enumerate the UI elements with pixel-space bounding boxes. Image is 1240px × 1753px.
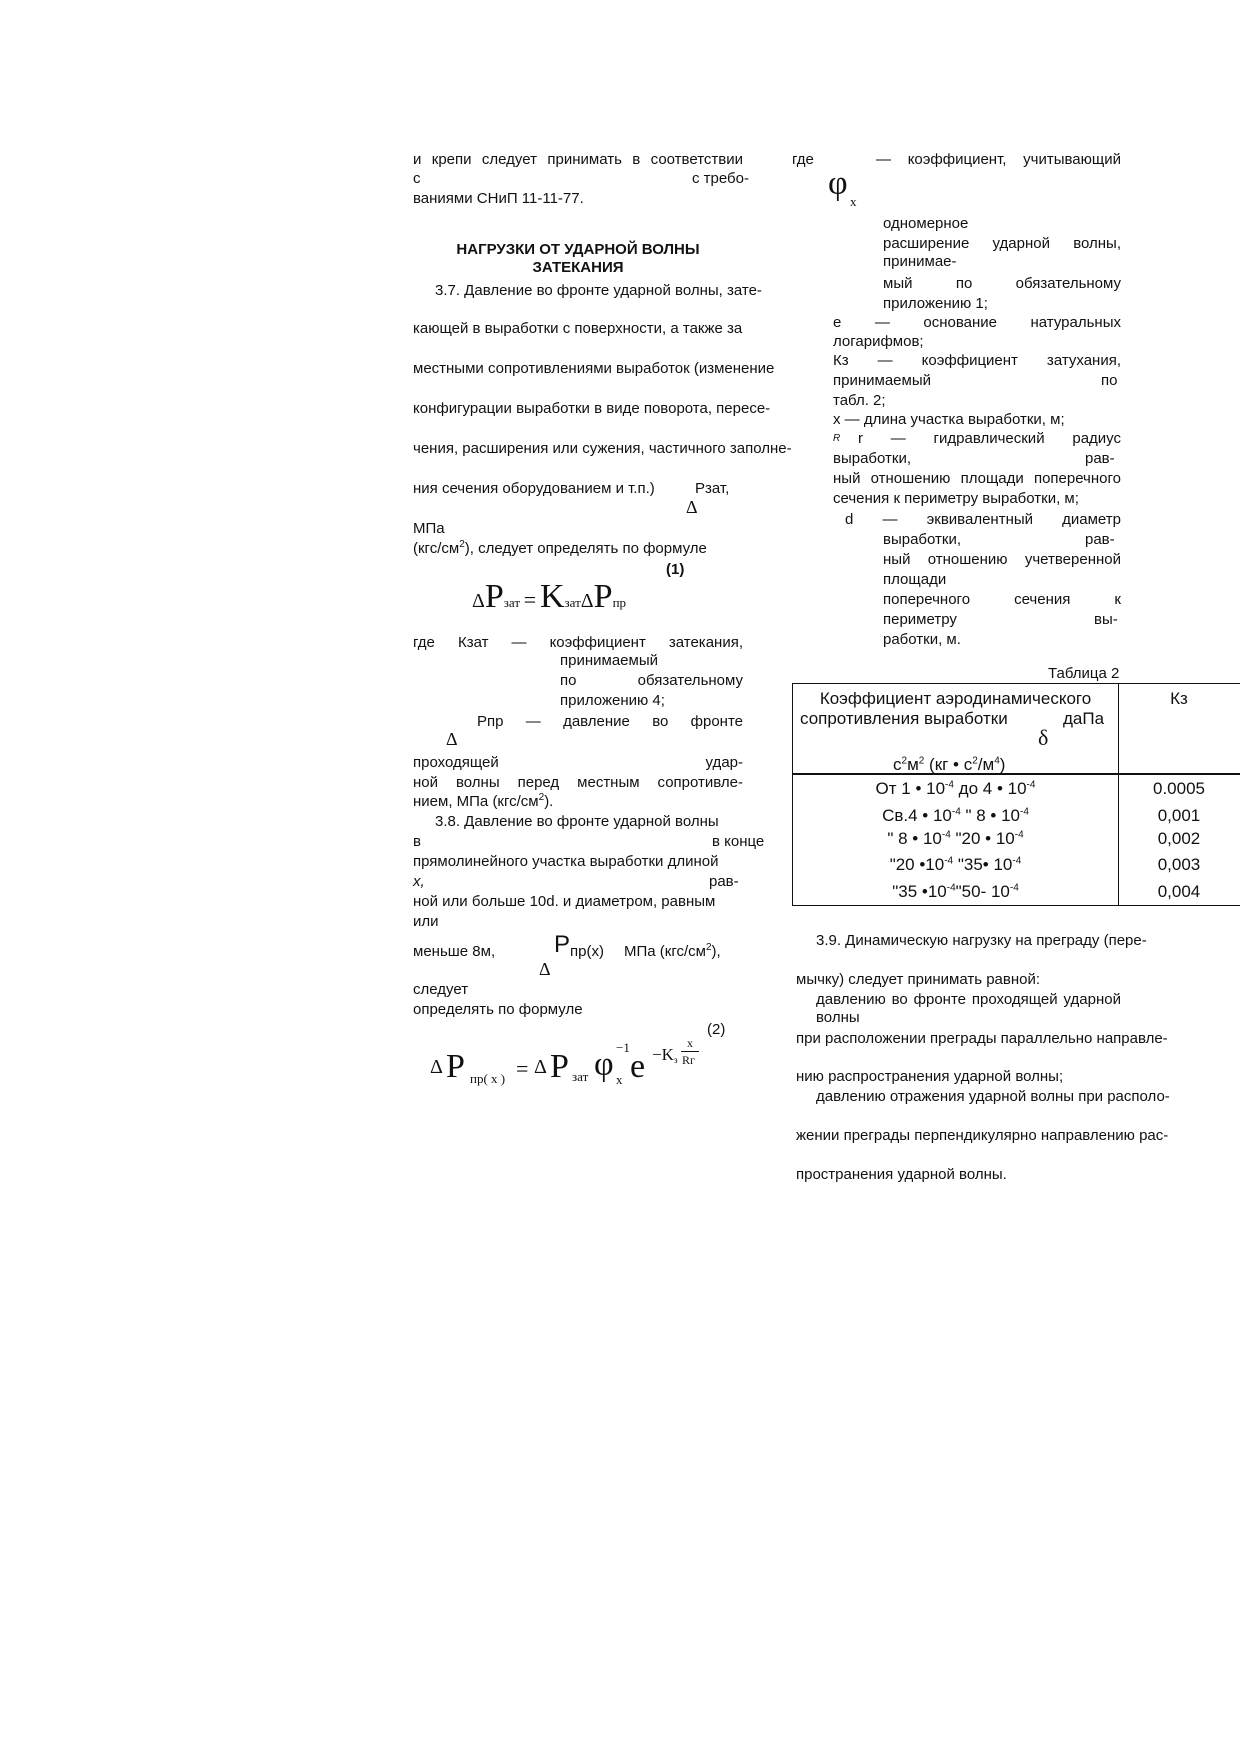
formula-1: ΔPзат = KзатΔPпр bbox=[472, 578, 627, 615]
phi-sub: x bbox=[850, 194, 857, 209]
formula1-number: (1) bbox=[666, 561, 685, 578]
kz-def-2a: принимаемый bbox=[833, 372, 931, 389]
p39-line-1: 3.9. Динамическую нагрузку на преграду (пере- bbox=[816, 932, 1147, 949]
table-header-1: Коэффициент аэродинамического bbox=[819, 689, 1092, 708]
intro-line-3: ваниями СНиП 11-11-77. bbox=[413, 190, 584, 207]
p38-prx-P: P bbox=[554, 931, 571, 958]
r-def-3: ный отношению площади поперечного bbox=[833, 470, 1121, 487]
r-def-2b: рав- bbox=[1085, 450, 1115, 467]
e-def-2: логарифмов; bbox=[833, 333, 924, 350]
d-def-4: площади bbox=[883, 571, 947, 588]
x-def: х — длина участка выработки, м; bbox=[833, 411, 1065, 428]
p38-line-7a: меньше 8м, bbox=[413, 943, 496, 960]
table-header-unit: $с^2м^2$ (кг • $с^2/м^4$) bbox=[893, 755, 1006, 774]
d-def-3: ный отношению учетверенной bbox=[883, 551, 1121, 568]
d-def-2b: рав- bbox=[1085, 531, 1115, 548]
def1-line-2: принимаемый bbox=[560, 652, 658, 669]
phi-symbol: φ bbox=[828, 165, 848, 202]
p37-rzat: Рзат, bbox=[695, 480, 730, 497]
p38-line-2b: в конце bbox=[712, 833, 765, 850]
table-row-4-kz: 0,003 bbox=[1157, 855, 1201, 874]
table-row-3-kz: 0,002 bbox=[1157, 829, 1201, 848]
p39-line-2: мычку) следует принимать равной: bbox=[796, 971, 1041, 988]
d-def-5: поперечного сечения к bbox=[883, 591, 1121, 608]
where-label: где bbox=[792, 151, 814, 168]
table-header-kz: Кз bbox=[1170, 689, 1188, 708]
table-row-2-kz: 0,001 bbox=[1157, 806, 1201, 825]
intro-line-2b: с требо- bbox=[692, 170, 749, 187]
p39-line-3: давлению во фронте проходящей ударной волны bbox=[816, 991, 1121, 1026]
p39-line-5: нию распространения ударной волны; bbox=[796, 1068, 1064, 1085]
p38-line-4a: х, bbox=[413, 873, 425, 890]
p39-line-8: пространения ударной волны. bbox=[796, 1166, 1007, 1183]
table-row-2-range: Св.4 • $10^{-4}$ " 8 • $10^{-4}$ bbox=[882, 806, 1029, 825]
fraction-bar bbox=[681, 1051, 699, 1052]
intro-line-2a: с bbox=[413, 170, 421, 187]
r-def-1: r — гидравлический радиус bbox=[858, 430, 1121, 447]
section-heading-2: ЗАТЕКАНИЯ bbox=[532, 259, 624, 276]
p38-line-6: или bbox=[413, 913, 439, 930]
def1-line-6: проходящей удар- bbox=[413, 754, 743, 771]
def1-line-3: по обязательному bbox=[560, 672, 743, 689]
delta-symbol-2: Δ bbox=[446, 729, 458, 749]
p38-prx-sub: пр(х) bbox=[570, 943, 604, 960]
kz-def-2b: по bbox=[1101, 372, 1118, 389]
p37-line-2: кающей в выработки с поверхности, а также за bbox=[413, 320, 743, 337]
table-header-2: сопротивления выработки bbox=[800, 709, 1008, 728]
phi-def-4: приложению 1; bbox=[883, 295, 988, 312]
def1-line-5: Рпр — давление во фронте bbox=[477, 713, 743, 730]
table-row-5-range: "35 $•10^{-4}"50-$ $10^{-4}$ bbox=[892, 882, 1019, 901]
p38-line-1: 3.8. Давление во фронте ударной волны bbox=[435, 813, 719, 830]
p37-line-last: $(кгс/см^2)$, следует определять по формуле bbox=[413, 539, 707, 557]
phi-def-2: расширение ударной волны, принимае- bbox=[883, 235, 1121, 270]
d-def-7: работки, м. bbox=[883, 631, 961, 648]
p39-line-4: при расположении преграды параллельно направле- bbox=[796, 1030, 1168, 1047]
table-row-1-kz: 0.0005 bbox=[1153, 779, 1205, 798]
d-def-6b: вы- bbox=[1094, 611, 1118, 628]
table-row-4-range: "20 $•10^{-4}$ "35• $10^{-4}$ bbox=[889, 855, 1022, 874]
p38-line-2a: в bbox=[413, 833, 421, 850]
phi-def-3: мый по обязательному bbox=[883, 275, 1121, 292]
intro-line-1: и крепи следует принимать в соответствии bbox=[413, 151, 743, 168]
delta-symbol-3: Δ bbox=[539, 959, 551, 979]
r-small: R bbox=[833, 433, 841, 444]
p38-line-5: ной или больше 10d. и диаметром, равным bbox=[413, 893, 716, 910]
table-row-5-kz: 0,004 bbox=[1157, 882, 1201, 901]
p37-line-6: ния сечения оборудованием и т.п.) bbox=[413, 480, 655, 497]
delta-symbol: Δ bbox=[686, 497, 698, 517]
phi-def-head: — коэффициент, учитывающий bbox=[876, 151, 1121, 168]
p37-line-5: чения, расширения или сужения, частичного заполне- bbox=[413, 440, 792, 457]
def1-line-1: где Кзат — коэффициент затекания, bbox=[413, 634, 743, 651]
p37-mpa: МПа bbox=[413, 520, 445, 537]
p38-line-3: прямолинейного участка выработки длиной bbox=[413, 853, 719, 870]
def1-line-8: нием, МПа $(кгс/см^2)$. bbox=[413, 792, 554, 810]
def1-line-4: приложению 4; bbox=[560, 692, 665, 709]
d-def-1: d — эквивалентный диаметр bbox=[845, 511, 1121, 528]
formula2-number: (2) bbox=[707, 1021, 726, 1038]
table-row-3-range: " 8 • $10^{-4}$ "20 • $10^{-4}$ bbox=[887, 829, 1024, 848]
p38-line-8: следует bbox=[413, 981, 469, 998]
p39-line-6: давлению отражения ударной волны при располо- bbox=[816, 1088, 1170, 1105]
p38-unit: МПа $(кгс/см^2)$, bbox=[624, 942, 721, 960]
kz-def-3: табл. 2; bbox=[833, 392, 886, 409]
kz-def-1: Кз — коэффициент затухания, bbox=[833, 352, 1121, 369]
table-caption: Таблица 2 bbox=[1048, 665, 1120, 682]
section-heading-1: НАГРУЗКИ ОТ УДАРНОЙ ВОЛНЫ bbox=[456, 241, 700, 258]
p39-line-7: жении преграды перпендикулярно направлению рас- bbox=[796, 1127, 1169, 1144]
table-row-1-range: От 1 • $10^{-4}$ до 4 • $10^{-4}$ bbox=[875, 779, 1036, 798]
d-def-2a: выработки, bbox=[883, 531, 962, 548]
formula-2: Δ P пр( х ) = Δ P зат φ −1 x e −K з x Rг bbox=[430, 1040, 710, 1090]
p38-line-9: определять по формуле bbox=[413, 1001, 583, 1018]
r-def-4: сечения к периметру выработки, м; bbox=[833, 490, 1079, 507]
p37-line-1: 3.7. Давление во фронте ударной волны, зате- bbox=[435, 282, 762, 299]
e-def-1: е — основание натуральных bbox=[833, 314, 1121, 331]
phi-def-1: одномерное bbox=[883, 215, 969, 232]
table-header-3: даПа bbox=[1063, 709, 1105, 728]
p38-line-4b: рав- bbox=[709, 873, 739, 890]
p37-line-3: местными сопротивлениями выработок (изменение bbox=[413, 360, 775, 377]
table-header-delta: δ bbox=[1038, 725, 1049, 750]
r-def-2a: выработки, bbox=[833, 450, 912, 467]
p37-line-4: конфигурации выработки в виде поворота, пересе- bbox=[413, 400, 771, 417]
def1-line-7: ной волны перед местным сопротивле- bbox=[413, 774, 743, 791]
d-def-6a: периметру bbox=[883, 611, 957, 628]
